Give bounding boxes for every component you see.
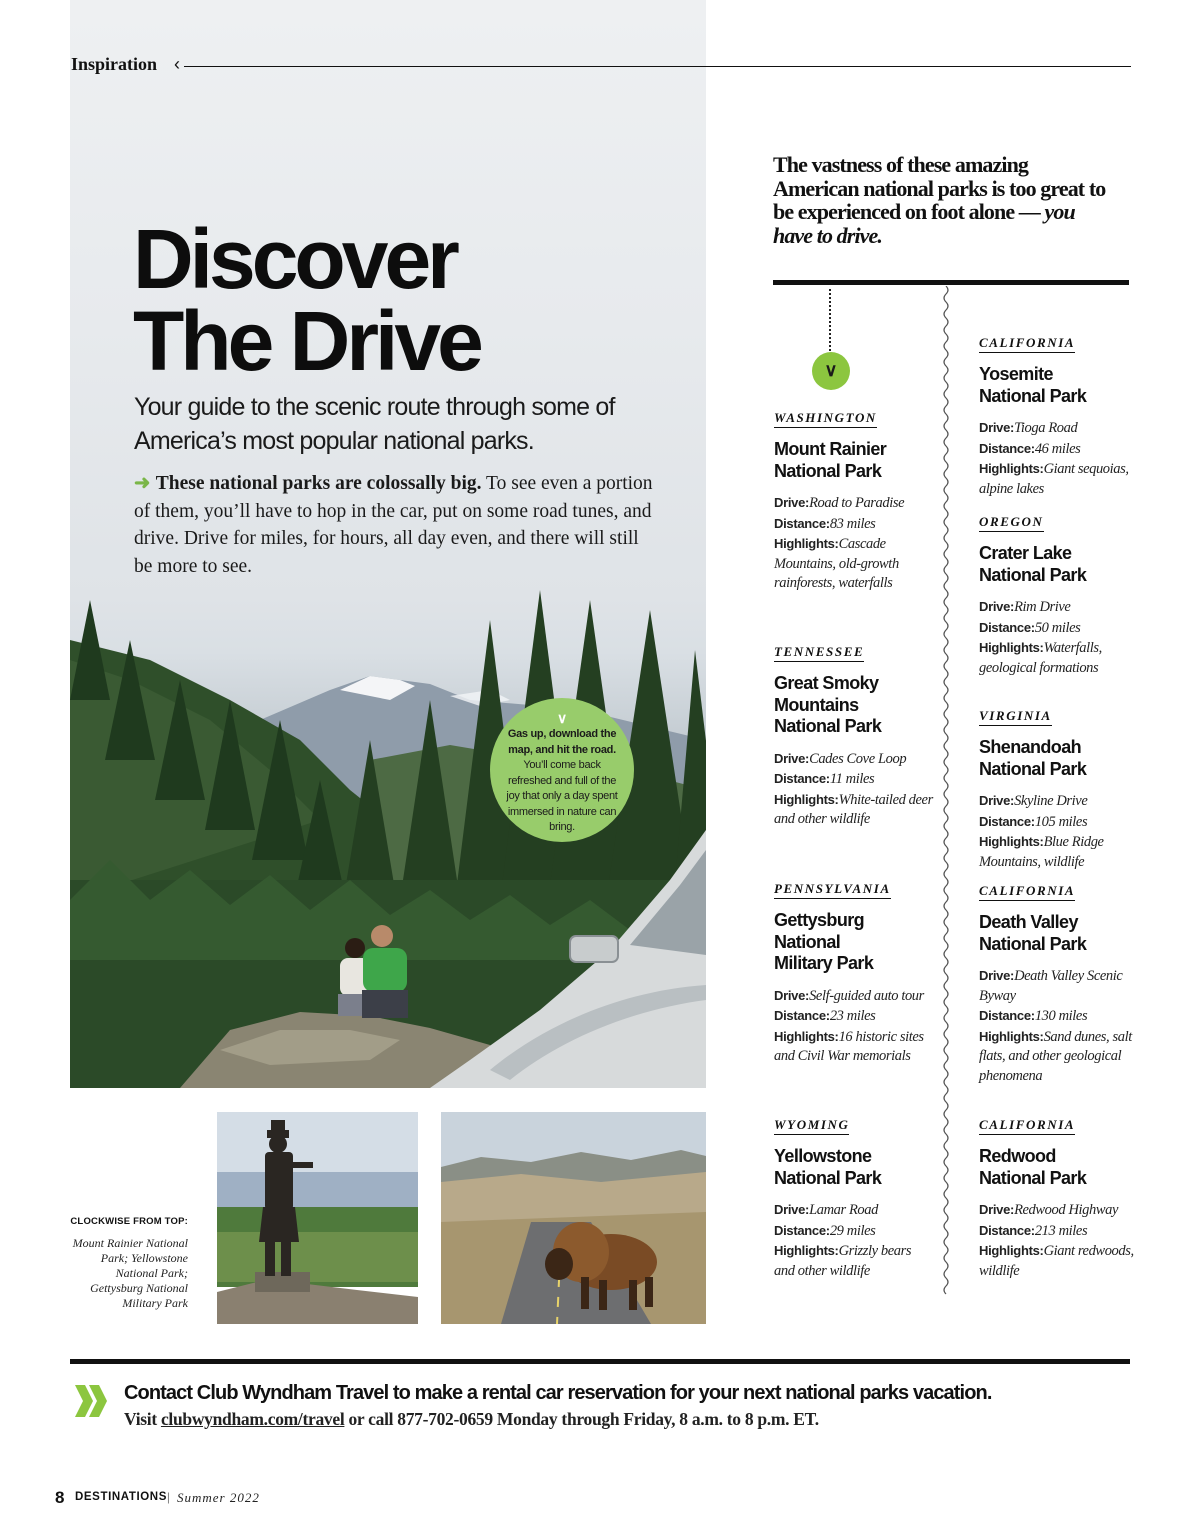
distance-label: Distance: (774, 771, 830, 786)
park-state: CALIFORNIA (979, 883, 1075, 901)
distance-label: Distance: (979, 619, 1035, 635)
column-rule (773, 280, 1129, 285)
highlights-label: Highlights: (979, 640, 1044, 655)
distance-label: Distance: (979, 1008, 1035, 1023)
highlights-label: Highlights: (979, 1028, 1044, 1044)
highlights-label: Highlights: (774, 791, 839, 807)
caption-heading: CLOCKWISE FROM TOP: (70, 1216, 188, 1227)
park-highlights: Giant redwoods, wildlife (979, 1243, 1134, 1279)
park-drive: Death Valley Scenic Byway (979, 968, 1123, 1004)
park-name: Shenandoah National Park (979, 737, 1087, 779)
park-entry-mount-rainier (774, 409, 934, 594)
double-chevron-right-icon (73, 1383, 109, 1419)
park-state: VIRGINIA (979, 708, 1052, 726)
callout-bold: Gas up, download the map, and hit the road. (507, 728, 617, 756)
park-distance: 50 miles (1034, 619, 1081, 636)
pull-quote-text: The vastness of these amazing American national parks is too great to be experienced on foot alone — (773, 152, 1106, 224)
park-entry-yellowstone (774, 1116, 934, 1281)
drive-label: Drive: (774, 987, 810, 1003)
park-distance: 29 miles (829, 1222, 876, 1239)
park-drive: Lamar Road (809, 1202, 878, 1218)
park-entry-crater-lake (979, 513, 1139, 678)
title-line-2: The Drive (133, 294, 480, 388)
drive-label: Drive: (979, 793, 1015, 808)
park-name: Great Smoky Mountains National Park (774, 673, 882, 736)
footer-separator: | (167, 1489, 170, 1504)
callout-badge (490, 698, 634, 842)
page-number: 8 (55, 1488, 65, 1507)
header-rule (184, 66, 1131, 67)
park-distance: 46 miles (1034, 440, 1081, 457)
park-entry-great-smoky (774, 643, 934, 830)
pull-quote (773, 153, 1113, 247)
dotted-connector (829, 289, 831, 351)
park-entry-gettysburg (774, 880, 934, 1067)
park-drive: Road to Paradise (809, 495, 905, 511)
park-highlights: Waterfalls, geological formations (979, 640, 1102, 676)
park-drive: Redwood Highway (1014, 1202, 1119, 1218)
intro-body: To see even a portion of them, you’ll have to hop in the car, put on some road tunes, and drive. Drive for miles, for hours, all day even, and there will still be more to see. (134, 473, 653, 577)
callout-text: You’ll come back refreshed and full of the joy that only a day spent immersed in nature can bring. (506, 759, 618, 833)
park-name: Yosemite National Park (979, 364, 1087, 406)
drive-label: Drive: (979, 968, 1015, 983)
highlights-label: Highlights: (774, 1028, 839, 1044)
contact-rest: or call 877-702-0659 Monday through Friday, 8 a.m. to 8 p.m. ET. (344, 1409, 819, 1429)
park-entry-death-valley (979, 882, 1139, 1086)
park-distance: 23 miles (829, 1008, 876, 1024)
drive-label: Drive: (774, 1202, 810, 1217)
park-name: Mount Rainier National Park (774, 439, 887, 481)
publication-name: DESTINATIONS (75, 1491, 167, 1503)
section-label: Inspiration (71, 54, 158, 74)
highlights-label: Highlights: (979, 461, 1044, 476)
highlights-label: Highlights: (774, 1243, 839, 1258)
photo-yellowstone-bison (441, 1112, 706, 1324)
park-state: PENNSYLVANIA (774, 881, 891, 899)
arrow-left-icon: ‹ (174, 54, 180, 74)
park-state: WYOMING (774, 1117, 849, 1135)
park-highlights: Blue Ridge Mountains, wildlife (979, 834, 1104, 870)
contact-visit: Visit (124, 1409, 161, 1429)
park-state: CALIFORNIA (979, 335, 1075, 353)
distance-label: Distance: (774, 515, 830, 531)
contact-line (124, 1409, 819, 1430)
arrow-right-icon: ➜ (134, 472, 156, 494)
page-title (133, 212, 480, 388)
distance-label: Distance: (979, 813, 1035, 829)
park-name: Death Valley National Park (979, 912, 1087, 954)
park-highlights: White-tailed deer and other wildlife (774, 791, 933, 827)
park-state: TENNESSEE (774, 644, 864, 662)
park-drive: Tioga Road (1014, 420, 1078, 436)
distance-label: Distance: (979, 440, 1035, 456)
park-distance: 83 miles (829, 515, 876, 532)
park-highlights: Cascade Mountains, old-growth rainforests, waterfalls (774, 536, 899, 591)
wavy-divider (938, 286, 954, 1296)
park-drive: Self-guided auto tour (809, 987, 924, 1004)
drive-label: Drive: (979, 420, 1015, 435)
park-highlights: Grizzly bears and other wildlife (774, 1243, 912, 1279)
pull-quote-emphasis: you have to drive. (773, 199, 1075, 248)
title-line-1: Discover (133, 212, 456, 306)
photo-gettysburg-statue (217, 1112, 418, 1324)
park-name: Crater Lake National Park (979, 543, 1087, 585)
distance-label: Distance: (774, 1008, 830, 1023)
contact-link[interactable]: clubwyndham.com/travel (160, 1409, 345, 1429)
park-name: Redwood National Park (979, 1146, 1087, 1188)
highlights-label: Highlights: (979, 1243, 1044, 1258)
park-state: CALIFORNIA (979, 1117, 1075, 1135)
drive-label: Drive: (979, 1202, 1015, 1217)
statue-illustration (217, 1112, 418, 1324)
caption-text: Mount Rainier National Park; Yellowstone National Park; Gettysburg National Military Park (72, 1236, 188, 1310)
park-drive: Rim Drive (1014, 599, 1071, 615)
footer-rule (70, 1359, 1130, 1364)
park-entry-shenandoah (979, 707, 1139, 872)
chevron-down-icon: ∨ (557, 710, 567, 726)
intro-paragraph (134, 470, 654, 580)
park-distance: 130 miles (1034, 1008, 1088, 1024)
bison-illustration (441, 1112, 706, 1324)
drive-label: Drive: (774, 750, 810, 766)
park-drive: Cades Cove Loop (809, 750, 907, 767)
park-distance: 105 miles (1034, 813, 1088, 830)
park-entry-redwood (979, 1116, 1139, 1281)
park-highlights: 16 historic sites and Civil War memorials (774, 1028, 924, 1064)
park-drive: Skyline Drive (1014, 793, 1088, 809)
park-state: WASHINGTON (774, 410, 877, 428)
park-name: Gettysburg National Military Park (774, 910, 874, 973)
park-highlights: Sand dunes, salt flats, and other geological phenomena (979, 1028, 1132, 1084)
park-name: Yellowstone National Park (774, 1146, 882, 1188)
park-distance: 213 miles (1034, 1222, 1088, 1239)
drive-label: Drive: (979, 599, 1015, 614)
distance-label: Distance: (979, 1222, 1035, 1238)
distance-label: Distance: (774, 1222, 830, 1238)
intro-lead: These national parks are colossally big. (155, 473, 482, 494)
park-distance: 11 miles (829, 771, 875, 787)
issue-label: Summer 2022 (177, 1490, 260, 1505)
highlights-label: Highlights: (979, 834, 1044, 849)
park-state: OREGON (979, 514, 1044, 532)
subtitle: Your guide to the scenic route through some of America’s most popular national parks. (134, 393, 615, 455)
park-entry-yosemite (979, 334, 1139, 499)
highlights-label: Highlights: (774, 536, 839, 551)
chevron-down-icon: ∨ (812, 352, 850, 390)
drive-label: Drive: (774, 495, 810, 510)
contact-heading: Contact Club Wyndham Travel to make a rental car reservation for your next national parks vacation. (124, 1382, 992, 1404)
park-highlights: Giant sequoias, alpine lakes (979, 461, 1129, 497)
